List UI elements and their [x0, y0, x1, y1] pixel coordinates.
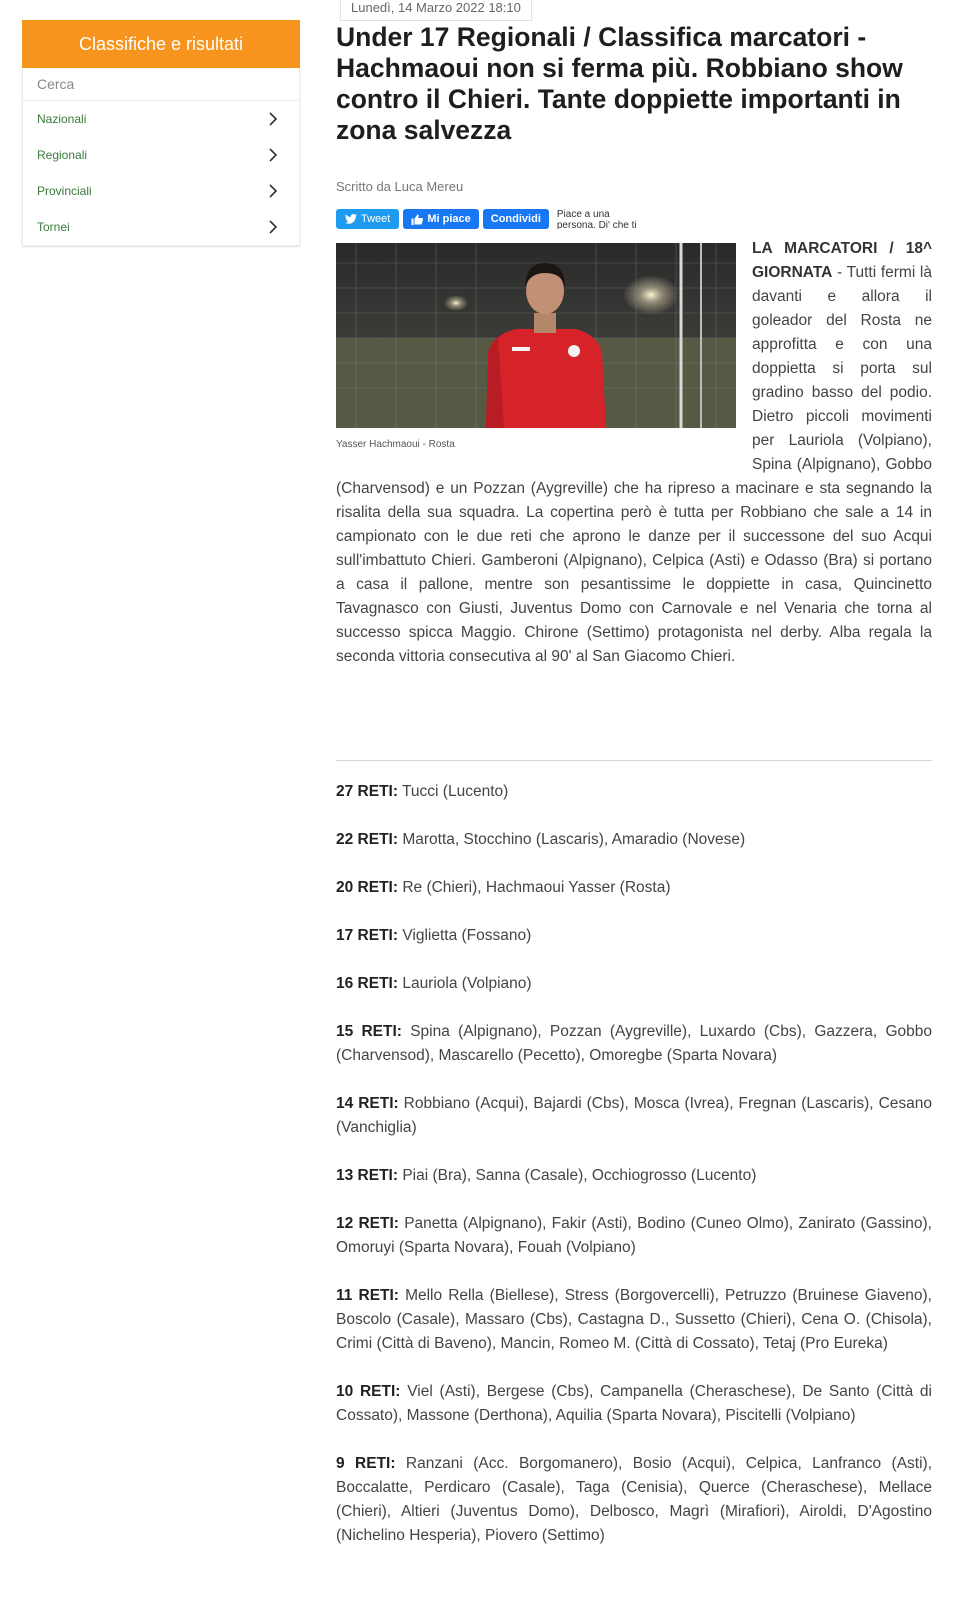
lead-heading: LA MARCATORI / 18^ GIORNATA	[752, 240, 932, 281]
sidebar-item-tornei[interactable]	[23, 209, 299, 245]
player-photo	[336, 243, 736, 428]
list-item: 11 RETI: Mello Rella (Biellese), Stress (Borgovercelli), Petruzzo (Bruinese Giaveno), Boscolo (Casale), Massaro (Cbs), Castagna D., Sussetto (Chieri), Cena O. (Chisola), Crimi (Città di Baveno), Mancin, Romeo M. (Città di Cossato), Tetaj (Pro Eureka)	[336, 1287, 932, 1352]
sidebar	[22, 20, 300, 246]
chevron-right-icon	[267, 184, 279, 198]
list-item: 27 RETI: Tucci (Lucento)	[336, 783, 509, 800]
list-item: 13 RETI: Piai (Bra), Sanna (Casale), Occhiogrosso (Lucento)	[336, 1167, 757, 1184]
article-body	[336, 237, 932, 669]
list-item: 17 RETI: Viglietta (Fossano)	[336, 927, 532, 944]
sidebar-header: Classifiche e risultati	[22, 20, 300, 68]
list-item: 22 RETI: Marotta, Stocchino (Lascaris), Amaradio (Novese)	[336, 831, 746, 848]
social-bar	[336, 209, 647, 229]
like-button[interactable]: Mi piace	[403, 209, 478, 229]
tweet-button[interactable]: Tweet	[336, 209, 399, 229]
article-figure	[336, 243, 736, 452]
sidebar-item-nazionali[interactable]	[23, 101, 299, 137]
facebook-like-count: Piace a una persona. Di' che ti	[556, 209, 637, 229]
scorers-list	[336, 780, 932, 1572]
divider	[336, 760, 932, 761]
sidebar-item-provinciali[interactable]	[23, 173, 299, 209]
article-author: Scritto da Luca Mereu	[336, 179, 464, 194]
lead-text: - Tutti fermi là davanti e allora il goleador del Rosta ne approfitta e con una doppietta si porta sul gradino basso del podio. Dietro piccoli movimenti per Lauriola (Volpiano), Spina (Alpignano), Gobbo (Charvensod) e un Pozzan (Aygreville) che ha ripreso a macinare e sta segnando la risalita della sua squadra. La copertina però è tutta per Robbiano che sale a 14 in campionato con le due reti che aprono le danze per il successone del suo Acqui sull'imbattuto Chieri. Gamberoni (Alpignano), Celpica (Asti) e Odasso (Bra) si portano a casa il pallone, mentre son pesantissime le doppiette in casa, Quincinetto Tavagnasco con Giusti, Juventus Domo con Carnovale e nel Venaria che torna al successo spicca Maggio. Chirone (Settimo) protagonista nel derby. Alba regala la seconda vittoria consecutiva al 90' al San Giacomo Chieri.	[336, 264, 932, 665]
thumbs-up-icon	[411, 214, 423, 225]
sidebar-item-label: Regionali	[37, 148, 88, 162]
list-item: 14 RETI: Robbiano (Acqui), Bajardi (Cbs), Mosca (Ivrea), Fregnan (Lascaris), Cesano (Vanchiglia)	[336, 1095, 932, 1136]
list-item: 20 RETI: Re (Chieri), Hachmaoui Yasser (Rosta)	[336, 879, 671, 896]
twitter-bird-icon	[345, 214, 357, 224]
chevron-right-icon	[267, 112, 279, 126]
list-item: 15 RETI: Spina (Alpignano), Pozzan (Aygreville), Luxardo (Cbs), Gazzera, Gobbo (Charvensod), Mascarello (Pecetto), Omoregbe (Sparta Novara)	[336, 1023, 932, 1064]
share-button[interactable]: Condividi	[483, 209, 549, 229]
chevron-right-icon	[267, 148, 279, 162]
list-item: 10 RETI: Viel (Asti), Bergese (Cbs), Campanella (Cheraschese), De Santo (Città di Cossato), Massone (Derthona), Aquilia (Sparta Novara), Piscitelli (Volpiano)	[336, 1383, 932, 1424]
search-input[interactable]: Cerca	[23, 68, 299, 101]
article-date: Lunedì, 14 Marzo 2022 18:10	[340, 0, 532, 21]
photo-caption: Yasser Hachmaoui - Rosta	[336, 439, 455, 450]
list-item: 16 RETI: Lauriola (Volpiano)	[336, 975, 532, 992]
chevron-right-icon	[267, 220, 279, 234]
sidebar-item-label: Nazionali	[37, 112, 87, 126]
sidebar-menu	[22, 68, 300, 246]
sidebar-item-label: Provinciali	[37, 184, 92, 198]
sidebar-item-regionali[interactable]	[23, 137, 299, 173]
article-title: Under 17 Regionali / Classifica marcatori - Hachmaoui non si ferma più. Robbiano show contro il Chieri. Tante doppiette importanti in zona salvezza	[336, 22, 903, 145]
list-item: 9 RETI: Ranzani (Acc. Borgomanero), Bosio (Acqui), Celpica, Lanfranco (Asti), Boccalatte, Perdicaro (Casale), Taga (Cenisia), Querce (Cheraschese), Mellace (Chieri), Altieri (Juventus Domo), Delbosco, Magrì (Mirafiori), Airoldi, D'Agostino (Nichelino Hesperia), Piovero (Settimo)	[336, 1455, 932, 1544]
sidebar-item-label: Tornei	[37, 220, 70, 234]
list-item: 12 RETI: Panetta (Alpignano), Fakir (Asti), Bodino (Cuneo Olmo), Zanirato (Gassino), Omoruyi (Sparta Novara), Fouah (Volpiano)	[336, 1215, 932, 1256]
